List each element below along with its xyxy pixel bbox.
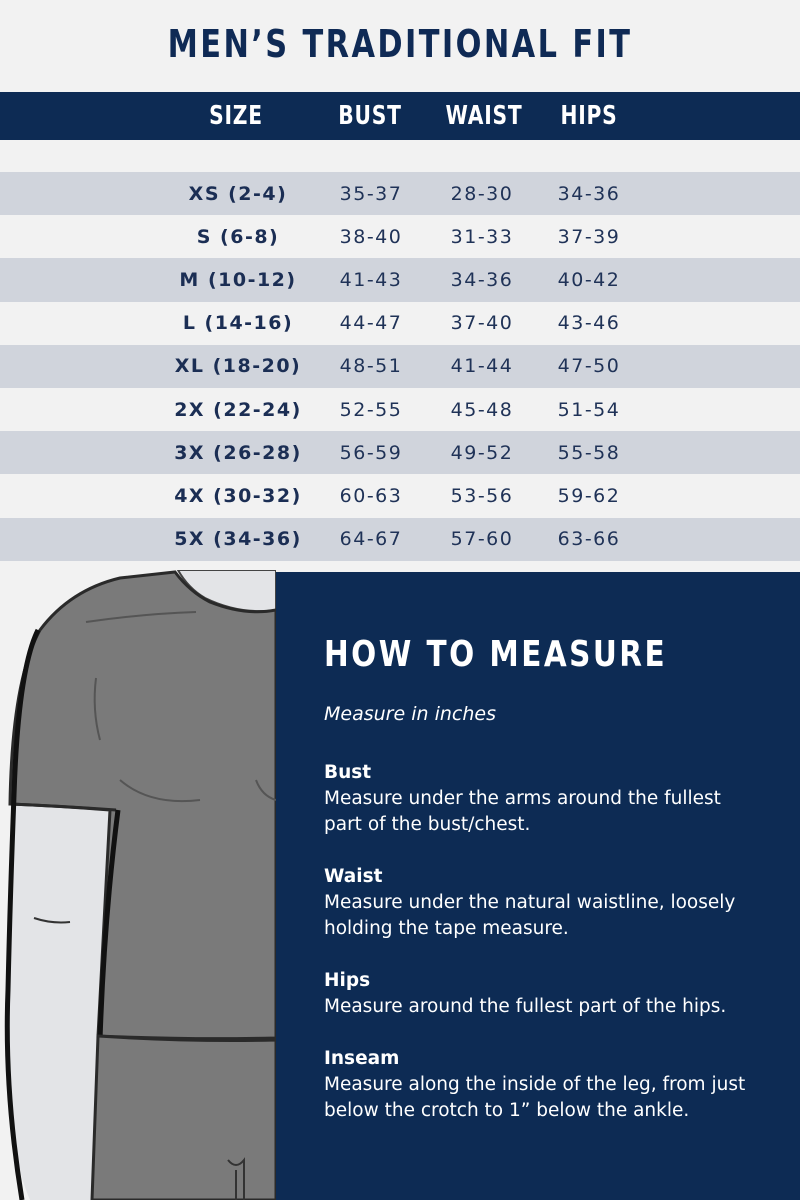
cell-size: XL (18-20) (174, 355, 302, 378)
header-hips: HIPS (560, 101, 618, 131)
cell-hips: 47-50 (557, 355, 621, 378)
cell-waist: 45-48 (450, 398, 514, 421)
cell-waist: 49-52 (450, 441, 514, 464)
cell-hips: 59-62 (557, 484, 621, 507)
table-row (0, 345, 800, 388)
cell-hips: 51-54 (557, 398, 621, 421)
cell-size: S (6-8) (196, 225, 280, 248)
table-header (0, 92, 800, 140)
cell-size: 4X (30-32) (174, 484, 302, 507)
page-title: MEN’S TRADITIONAL FIT (167, 22, 633, 66)
section-waist-label: Waist (324, 866, 383, 887)
cell-waist: 53-56 (450, 484, 514, 507)
table-row (0, 258, 800, 301)
cell-waist: 57-60 (450, 528, 514, 551)
cell-size: 5X (34-36) (174, 528, 302, 551)
section-hips-label: Hips (324, 970, 371, 991)
torso-illustration-icon (0, 570, 276, 1200)
cell-bust: 41-43 (339, 268, 403, 291)
header-bust: BUST (338, 101, 402, 131)
section-bust-text: Measure under the arms around the fullest part of the bust/chest. (324, 788, 721, 835)
header-waist: WAIST (445, 101, 523, 131)
cell-bust: 52-55 (339, 398, 403, 421)
section-inseam (324, 1046, 764, 1124)
table-row (0, 518, 800, 561)
cell-bust: 64-67 (339, 528, 403, 551)
section-waist (324, 864, 764, 942)
header-size: SIZE (209, 101, 263, 131)
cell-waist: 41-44 (450, 355, 514, 378)
cell-bust: 38-40 (339, 225, 403, 248)
cell-hips: 40-42 (557, 268, 621, 291)
cell-bust: 35-37 (339, 182, 403, 205)
cell-hips: 37-39 (557, 225, 621, 248)
size-table (0, 172, 800, 561)
cell-waist: 28-30 (450, 182, 514, 205)
cell-hips: 55-58 (557, 441, 621, 464)
cell-size: XS (2-4) (188, 182, 288, 205)
cell-bust: 56-59 (339, 441, 403, 464)
cell-size: 3X (26-28) (174, 441, 302, 464)
measure-units: Measure in inches (324, 703, 496, 725)
cell-bust: 48-51 (339, 355, 403, 378)
section-inseam-label: Inseam (324, 1048, 400, 1069)
section-hips-text: Measure around the fullest part of the hips. (324, 996, 727, 1017)
table-row (0, 302, 800, 345)
section-inseam-text: Measure along the inside of the leg, from just below the crotch to 1” below the ankle. (324, 1074, 746, 1121)
cell-size: 2X (22-24) (174, 398, 302, 421)
section-waist-text: Measure under the natural waistline, loosely holding the tape measure. (324, 892, 736, 939)
cell-waist: 34-36 (450, 268, 514, 291)
how-to-measure-title: HOW TO MEASURE (324, 634, 668, 675)
cell-hips: 43-46 (557, 312, 621, 335)
table-row (0, 215, 800, 258)
cell-size: L (14-16) (182, 312, 294, 335)
cell-waist: 31-33 (450, 225, 514, 248)
table-row (0, 172, 800, 215)
section-bust (324, 760, 764, 838)
table-row (0, 474, 800, 517)
table-row (0, 431, 800, 474)
cell-bust: 44-47 (339, 312, 403, 335)
cell-size: M (10-12) (179, 268, 297, 291)
section-hips (324, 968, 764, 1020)
cell-waist: 37-40 (450, 312, 514, 335)
cell-hips: 34-36 (557, 182, 621, 205)
cell-bust: 60-63 (339, 484, 403, 507)
how-to-measure-panel (276, 572, 800, 1200)
cell-hips: 63-66 (557, 528, 621, 551)
table-row (0, 388, 800, 431)
torso-illustration (0, 570, 276, 1200)
section-bust-label: Bust (324, 762, 372, 783)
